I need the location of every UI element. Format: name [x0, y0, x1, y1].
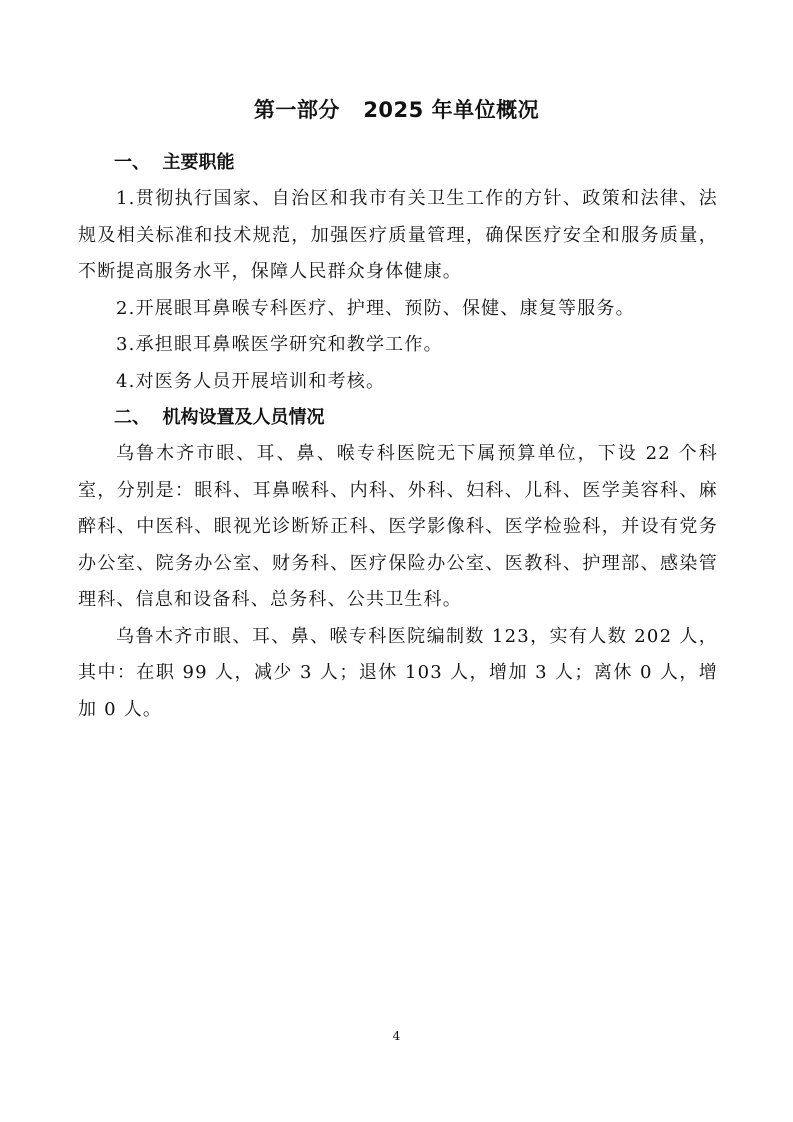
document-body: [78, 145, 718, 728]
function-item-2: 2.开展眼耳鼻喉专科医疗、护理、预防、保健、康复等服务。: [116, 297, 635, 319]
organization-paragraph: 乌鲁木齐市眼、耳、鼻、喉专科医院无下属预算单位，下设 22 个科室，分别是：眼科、耳鼻喉科、内科、外科、妇科、儿科、医学美容科、麻醉科、中医科、眼视光诊断矫正科、医学影像科、医学检验科，并设有党务办公室、院务办公室、财务科、医疗保险办公室、医教科、护理部、感染管理科、信息和设备科、总务科、公共卫生科。: [78, 443, 718, 610]
function-item-3: 3.承担眼耳鼻喉医学研究和教学工作。: [116, 334, 443, 355]
function-item-4: 4.对医务人员开展培训和考核。: [116, 370, 386, 392]
section-heading-main-functions: 一、 主要职能: [114, 152, 235, 173]
page-number: 4: [392, 1029, 401, 1043]
function-item-1: 1.贯彻执行国家、自治区和我市有关卫生工作的方针、政策和法律、法规及相关标准和技术规范，加强医疗质量管理，确保医疗安全和服务质量，不断提高服务水平，保障人民群众身体健康。: [78, 188, 718, 282]
section-heading-organization-staff: 二、 机构设置及人员情况: [114, 407, 325, 428]
page-title: 第一部分 2025 年单位概况: [253, 98, 540, 122]
staff-paragraph: 乌鲁木齐市眼、耳、鼻、喉专科医院编制数 123，实有人数 202 人，其中：在职 99 人，减少 3 人；退休 103 人，增加 3 人；离休 0 人，增加 0 人。: [78, 625, 718, 720]
